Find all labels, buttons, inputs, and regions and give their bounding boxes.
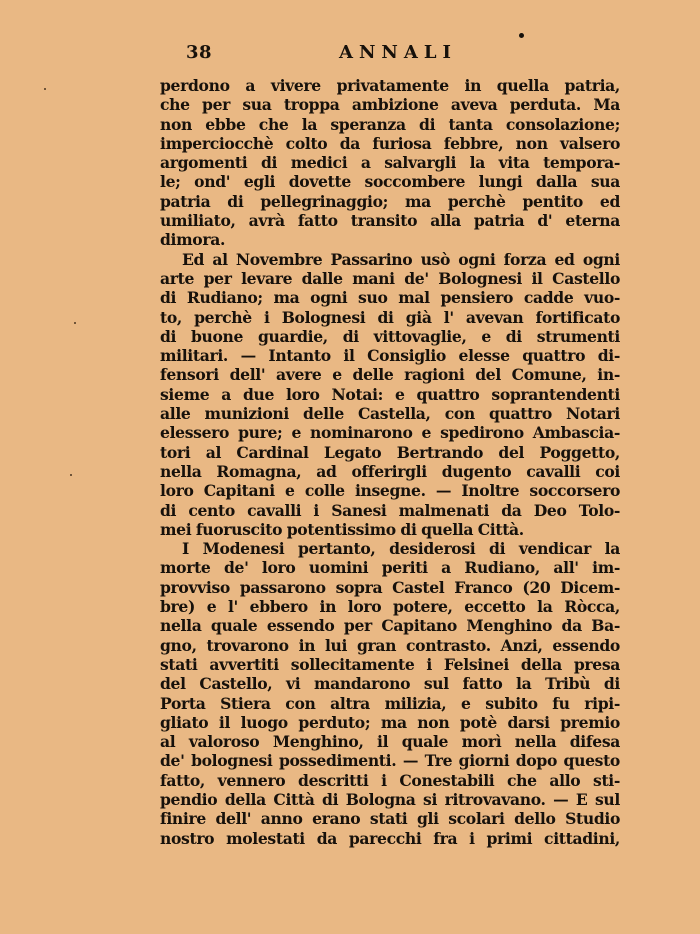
text-line: perdono a vivere privatamente in quella patria,: [160, 76, 620, 95]
paper-speck: [74, 322, 76, 324]
text-line: patria di pellegrinaggio; ma perchè pentito ed: [160, 191, 620, 211]
text-line: loro Capitani e colle insegne. — Inoltre soccorsero: [160, 481, 620, 501]
text-line: stati avvertiti sollecitamente i Felsinei della presa: [160, 654, 620, 674]
text-line: gliato il luogo perduto; ma non potè darsi premio: [160, 712, 620, 732]
text-line: alle munizioni delle Castella, con quattro Notari: [160, 404, 620, 424]
text-line: fatto, vennero descritti i Conestabili che allo sti-: [160, 770, 620, 790]
ink-dot: [519, 33, 524, 38]
paper-speck: [70, 474, 72, 476]
text-line: militari. — Intanto il Consiglio elesse quattro di-: [160, 346, 620, 366]
text-line: pendio della Città di Bologna si ritrovavano. — E sul: [160, 789, 620, 809]
text-line: nostro molestati da parecchi fra i primi cittadini,: [160, 828, 620, 848]
text-line: to, perchè i Bolognesi di già l' avevan fortificato: [160, 307, 620, 327]
text-line: fensori dell' avere e delle ragioni del Comune, in-: [160, 365, 620, 385]
text-line: Ed al Novembre Passarino usò ogni forza ed ogni: [182, 249, 620, 269]
text-line: bre) e l' ebbero in loro potere, eccetto la Ròcca,: [160, 597, 620, 617]
text-line: di Rudiano; ma ogni suo mal pensiero cadde vuo-: [160, 288, 620, 308]
text-line: argomenti di medici a salvargli la vita tempora-: [160, 153, 620, 173]
text-line: I Modenesi pertanto, desiderosi di vendicar la: [182, 539, 620, 559]
text-line: nella Romagna, ad offerirgli dugento cavalli coi: [160, 461, 620, 481]
text-line: de' bolognesi possedimenti. — Tre giorni dopo questo: [160, 751, 620, 771]
text-line: umiliato, avrà fatto transito alla patria d' eterna: [160, 211, 620, 231]
text-line: al valoroso Menghino, il quale morì nella difesa: [160, 732, 620, 752]
text-line: del Castello, vi mandarono sul fatto la Tribù di: [160, 674, 620, 694]
text-line: tori al Cardinal Legato Bertrando del Poggetto,: [160, 442, 620, 462]
text-line: morte de' loro uomini periti a Rudiano, all' im-: [160, 558, 620, 578]
text-line: di cento cavalli i Sanesi malmenati da Deo Tolo-: [160, 500, 620, 520]
text-line: nella quale essendo per Capitano Menghino da Ba-: [160, 616, 620, 636]
text-line: che per sua troppa ambizione aveva perduta. Ma: [160, 95, 620, 115]
text-line: dimora.: [160, 230, 226, 250]
text-line: arte per levare dalle mani de' Bolognesi il Castello: [160, 268, 620, 288]
text-line: sieme a due loro Notai: e quattro soprantendenti: [160, 384, 620, 404]
paper-speck: [44, 88, 46, 90]
text-line: imperciocchè colto da furiosa febbre, non valsero: [160, 133, 620, 153]
text-line: Porta Stiera con altra milizia, e subito fu ripi-: [160, 693, 620, 713]
text-line: non ebbe che la speranza di tanta consolazione;: [160, 114, 620, 134]
text-line: di buone guardie, di vittovaglie, e di strumenti: [160, 326, 620, 346]
text-line: le; ond' egli dovette soccombere lungi dalla sua: [160, 172, 620, 192]
page-number: 38: [186, 42, 213, 63]
running-head: ANNALI: [339, 42, 457, 63]
text-line: finire dell' anno erano stati gli scolari dello Studio: [160, 809, 620, 829]
body-text: [160, 76, 620, 848]
text-line: mei fuoruscito potentissimo di quella Città.: [160, 519, 524, 539]
text-line: elessero pure; e nominarono e spedirono Ambascia-: [160, 423, 620, 443]
text-line: gno, trovarono in lui gran contrasto. Anzi, essendo: [160, 635, 620, 655]
text-line: provviso passarono sopra Castel Franco (20 Dicem-: [160, 577, 620, 597]
page-header: [0, 42, 700, 68]
